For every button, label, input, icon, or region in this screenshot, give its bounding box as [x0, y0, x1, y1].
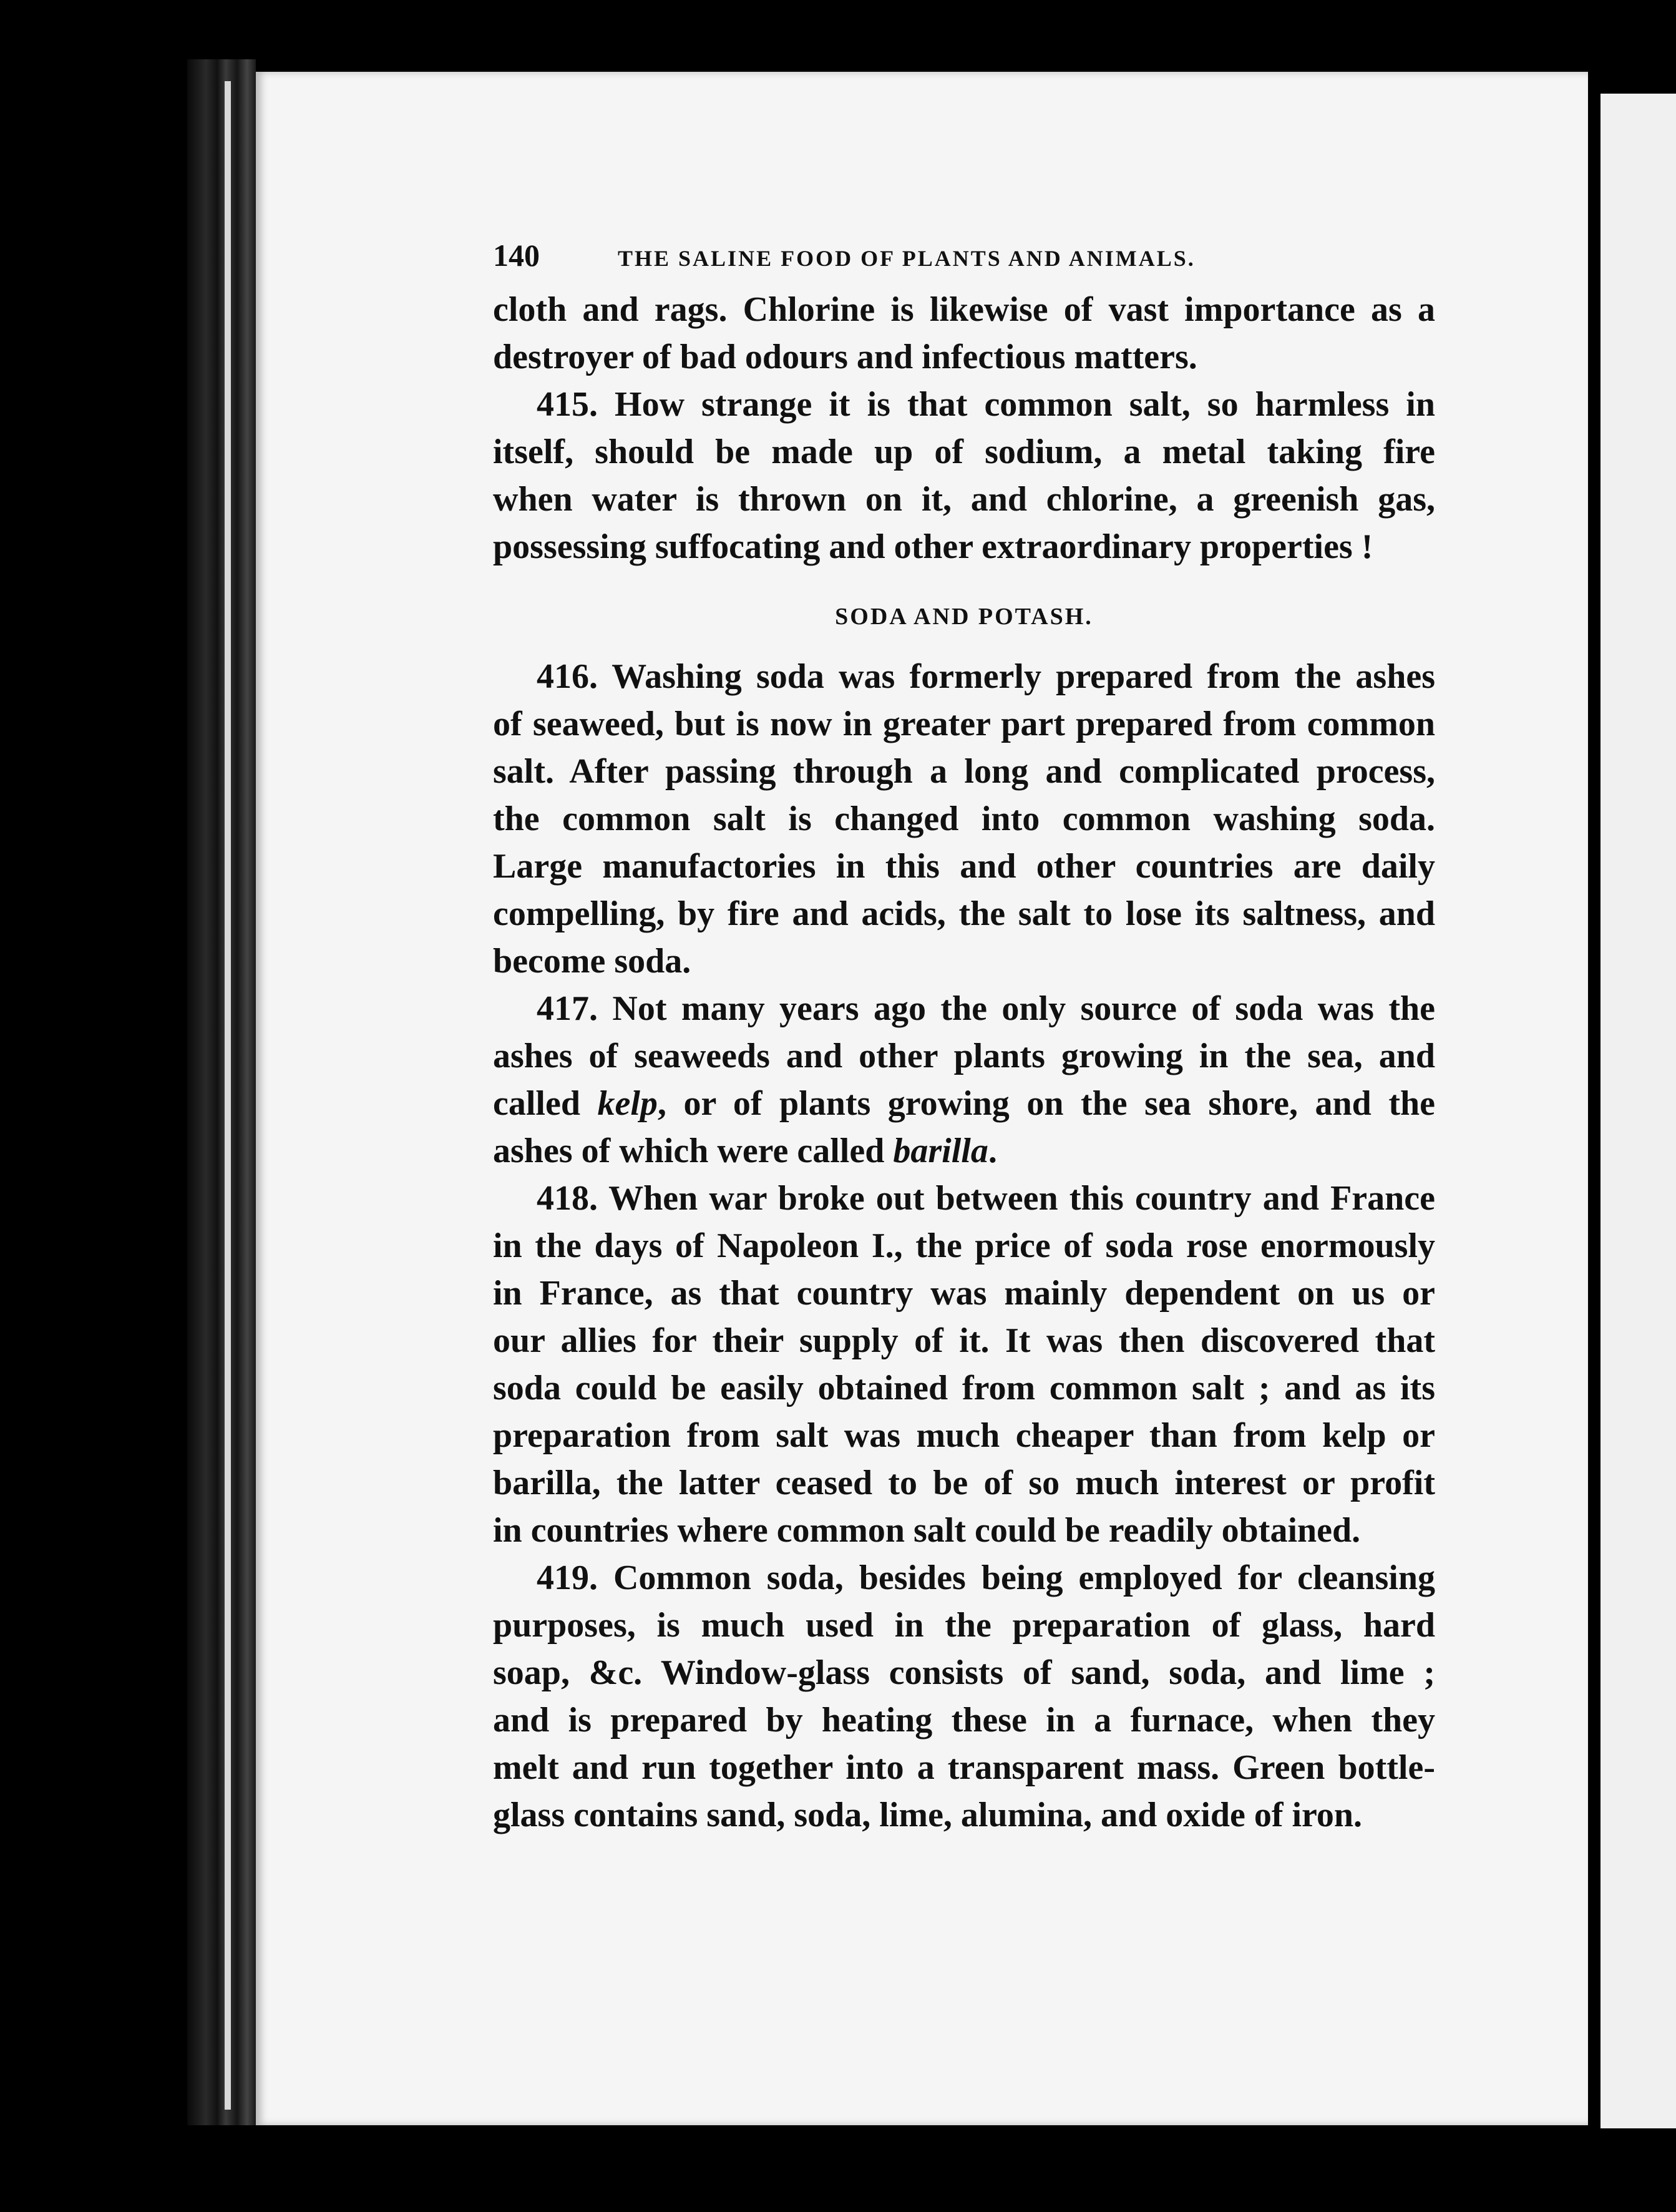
text-line: melt and run together into a transparent mass. Green bottle- [493, 1748, 1435, 1787]
text-segment: , or of plants growing on the sea shore, and the [657, 1084, 1435, 1123]
text-line: in countries where common salt could be readily obtained. [493, 1511, 1361, 1550]
text-line: 418. When war broke out between this country and France [537, 1179, 1435, 1218]
running-head-title: THE SALINE FOOD OF PLANTS AND ANIMALS. [618, 246, 1196, 271]
text-line: barilla, the latter ceased to be of so much interest or profit [493, 1464, 1435, 1502]
italic-term-barilla: barilla [893, 1132, 988, 1170]
paragraph-block-3 [493, 1175, 1435, 1839]
text-line: 415. How strange it is that common salt, so harmless in [537, 385, 1435, 424]
text-line-kelp [493, 1080, 1435, 1127]
text-line: our allies for their supply of it. It was then discovered that [493, 1321, 1435, 1360]
text-line: soda could be easily obtained from common salt ; and as its [493, 1369, 1435, 1407]
text-line-barilla [493, 1127, 1435, 1175]
text-line: cloth and rags. Chlorine is likewise of vast importance as a [493, 290, 1435, 329]
section-heading: SODA AND POTASH. [835, 604, 1093, 630]
text-line: become soda. [493, 942, 691, 981]
page-content [493, 237, 1435, 1839]
text-line: 417. Not many years ago the only source of soda was the [537, 989, 1435, 1028]
text-line: soap, &c. Window-glass consists of sand, soda, and lime ; [493, 1653, 1435, 1692]
text-line: preparation from salt was much cheaper than from kelp or [493, 1416, 1435, 1455]
text-line: possessing suffocating and other extraordinary properties ! [493, 527, 1373, 566]
text-line: itself, should be made up of sodium, a metal taking fire [493, 433, 1435, 471]
text-segment: . [988, 1132, 997, 1170]
text-line: glass contains sand, soda, lime, alumina, and oxide of iron. [493, 1796, 1363, 1834]
binding-edge [225, 81, 231, 2110]
text-line: of seaweed, but is now in greater part prepared from common [493, 705, 1435, 743]
text-line: and is prepared by heating these in a furnace, when they [493, 1701, 1435, 1740]
text-line: when water is thrown on it, and chlorine, a greenish gas, [493, 480, 1435, 519]
text-segment: ashes of which were called [493, 1132, 894, 1170]
paragraph-block-1 [493, 286, 1435, 570]
page-number: 140 [493, 238, 540, 273]
text-line: compelling, by fire and acids, the salt to lose its saltness, and [493, 894, 1435, 933]
italic-term-kelp: kelp [597, 1084, 658, 1123]
book-binding [187, 59, 256, 2125]
text-line: Large manufactories in this and other countries are daily [493, 847, 1435, 886]
text-line: ashes of seaweeds and other plants growing in the sea, and [493, 1037, 1435, 1075]
text-segment: called [493, 1084, 598, 1123]
text-line: 416. Washing soda was formerly prepared from the ashes [537, 657, 1435, 696]
text-line: in the days of Napoleon I., the price of soda rose enormously [493, 1226, 1435, 1265]
facing-page-edge [1600, 94, 1676, 2128]
paragraph-block-2 [493, 653, 1435, 1080]
text-line: salt. After passing through a long and complicated process, [493, 752, 1435, 791]
text-line: purposes, is much used in the preparation of glass, hard [493, 1606, 1435, 1645]
text-line: 419. Common soda, besides being employed for cleansing [537, 1559, 1435, 1597]
text-line: in France, as that country was mainly dependent on us or [493, 1274, 1435, 1313]
running-head [493, 237, 1435, 281]
text-line: destroyer of bad odours and infectious matters. [493, 338, 1197, 376]
text-line: the common salt is changed into common washing soda. [493, 800, 1435, 838]
